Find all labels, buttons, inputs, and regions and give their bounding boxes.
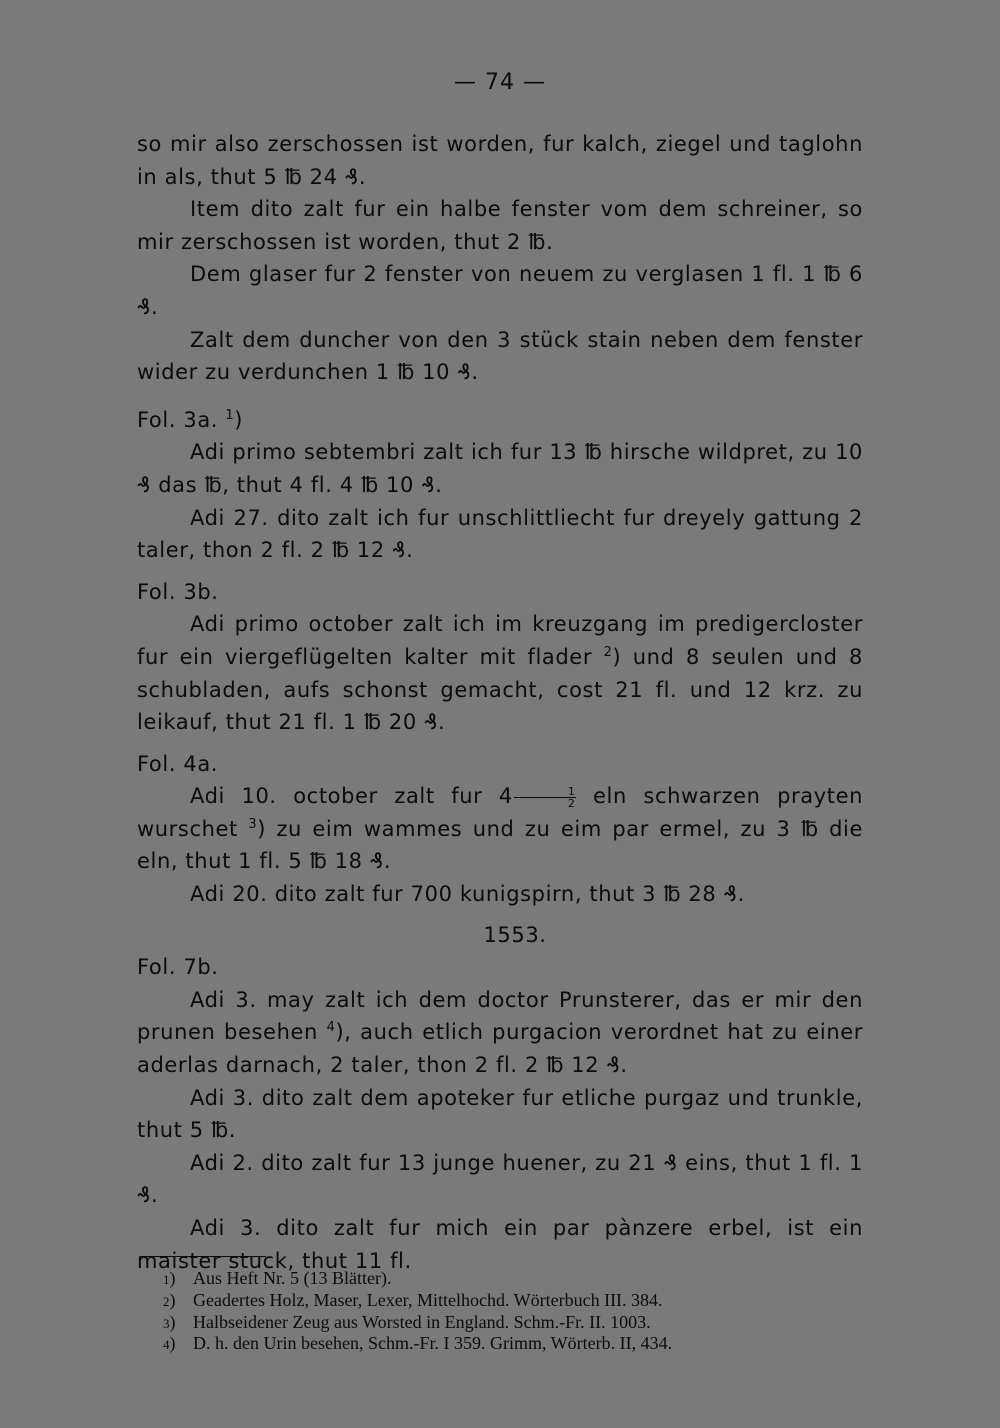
- footnote-mark: 4): [163, 1333, 176, 1354]
- footnote-ref: 2: [603, 644, 613, 660]
- footnote-number: 1: [163, 1272, 170, 1287]
- paragraph: Adi 3. dito zalt dem apoteker fur etliche purgaz und trunkle, thut 5 ℔.: [137, 1085, 863, 1143]
- paragraph-text: und 8 seulen und 8 schubladen, aufs schonst gemacht, cost 21 fl. und 12 krz. zu leikauf, thut 21 fl. 1 ℔ 20 ₰.: [137, 644, 863, 735]
- paragraph: Zalt dem duncher von den 3 stück stain neben dem fenster wider zu verdunchen 1 ℔ 10 ₰.: [137, 327, 863, 385]
- footnote: [163, 1312, 883, 1334]
- folio-heading: Fol. 3b.: [137, 579, 219, 604]
- paragraph: Adi 10. october zalt fur 4 $\frac{1}{2}$ eln schwarzen prayten wurschet $^3$) zu eim wammes und zu eim par ermel, zu 3 ℔ die eln, thut 1 fl. 5 ℔ 18 ₰.: [137, 784, 863, 874]
- paragraph-text: , auch etlich purgacion verordnet hat zu einer aderlas darnach, 2 taler, thon 2 fl. 2 ℔ 12 ₰.: [137, 1020, 863, 1078]
- paragraph: Adi 3. may zalt ich dem doctor Prunsterer, das er mir den prunen besehen $^4$), auch etlich purgacion verordnet hat zu einer aderlas darnach, 2 taler, thon 2 fl. 2 ℔ 12 ₰.: [137, 987, 863, 1078]
- footnote-mark: 3): [163, 1311, 176, 1332]
- footnote: [163, 1333, 883, 1355]
- paragraph: Adi primo october zalt ich im kreuzgang im predigercloster fur ein viergeflügelten kalter mit flader $^2$) und 8 seulen und 8 schubladen, aufs schonst gemacht, cost 21 fl. und 12 krz. zu leikauf, thut 21 fl. 1 ℔ 20 ₰.: [137, 612, 863, 735]
- paragraph: Dem glaser fur 2 fenster von neuem zu verglasen 1 fl. 1 ℔ 6 ₰.: [137, 262, 863, 319]
- page-number: — 74 —: [454, 70, 546, 95]
- fraction: [514, 786, 577, 809]
- paragraph: Adi 2. dito zalt fur 13 junge huener, zu 21 ₰ eins, thut 1 fl. 1 ₰.: [137, 1150, 863, 1208]
- paragraph: so mir also zerschossen ist worden, fur kalch, ziegel und taglohn in als, thut 5 ℔ 24 ₰.: [137, 132, 863, 189]
- folio-heading: Fol. 3a. $^1$): [137, 407, 244, 432]
- footnote-number: 2: [163, 1293, 170, 1309]
- paragraph-text: eln schwarzen prayten wurschet: [137, 784, 863, 841]
- folio-label: Fol. 3a.: [137, 407, 219, 432]
- main-text: [137, 128, 863, 1277]
- footnote-text: Geadertes Holz, Maser, Lexer, Mittelhochd. Wörterbuch III. 384.: [193, 1289, 663, 1310]
- paragraph: Adi 27. dito zalt ich fur unschlittliecht fur dreyely gattung 2 taler, thon 2 fl. 2 ℔ 12 ₰.: [137, 505, 863, 563]
- footnote-number: 4: [163, 1337, 170, 1353]
- footnote-text: D. h. den Urin besehen, Schm.-Fr. I 359. Grimm, Wörterb. II, 434.: [193, 1333, 673, 1354]
- paragraph-text: Adi primo october zalt ich im kreuzgang im predigercloster fur ein viergeflügelten kalter mit flader: [137, 612, 863, 669]
- paragraph: Adi primo sebtembri zalt ich fur 13 ℔ hirsche wildpret, zu 10 ₰ das ℔, thut 4 fl. 4 ℔ 10 ₰.: [137, 440, 863, 497]
- fraction-denominator: 2: [567, 796, 576, 810]
- paragraph: Adi 20. dito zalt fur 700 kunigspirn, thut 3 ℔ 28 ₰.: [190, 882, 745, 907]
- paragraph-text: Adi 3. may zalt ich dem doctor Prunsterer, das er mir den prunen besehen: [137, 987, 863, 1045]
- paragraph-text: Adi 10. october zalt fur 4: [190, 784, 513, 809]
- year-heading: 1553.: [483, 922, 547, 947]
- footnote-divider: [140, 1256, 266, 1257]
- footnote-mark: 2): [163, 1289, 176, 1310]
- footnote-text: Halbseidener Zeug aus Worsted in England. Schm.-Fr. II. 1003.: [193, 1311, 651, 1332]
- footnote-number: 3: [163, 1315, 170, 1331]
- footnote-ref: 3: [248, 816, 258, 832]
- paragraph: Adi 3. dito zalt fur mich ein par pànzere erbel, ist ein maister stuck, thut 11 fl.: [137, 1216, 863, 1273]
- footnote-mark: 1): [163, 1268, 176, 1288]
- footnote: [163, 1290, 883, 1312]
- footnote-text: Aus Heft Nr. 5 (13 Blätter).: [193, 1268, 392, 1288]
- folio-heading: Fol. 7b.: [137, 955, 219, 980]
- paragraph: Item dito zalt fur ein halbe fenster vom dem schreiner, so mir zerschossen ist worden, thut 2 ℔.: [137, 197, 863, 254]
- fraction-numerator: 1: [514, 786, 577, 798]
- folio-heading: Fol. 4a.: [137, 751, 219, 776]
- footnotes: [163, 1268, 883, 1355]
- footnote-ref: 4: [326, 1020, 336, 1036]
- footnote-ref: 1: [225, 407, 235, 423]
- footnote: [163, 1268, 883, 1290]
- paragraph-text: zu eim wammes und zu eim par ermel, zu 3 ℔ die eln, thut 1 fl. 5 ℔ 18 ₰.: [137, 816, 863, 874]
